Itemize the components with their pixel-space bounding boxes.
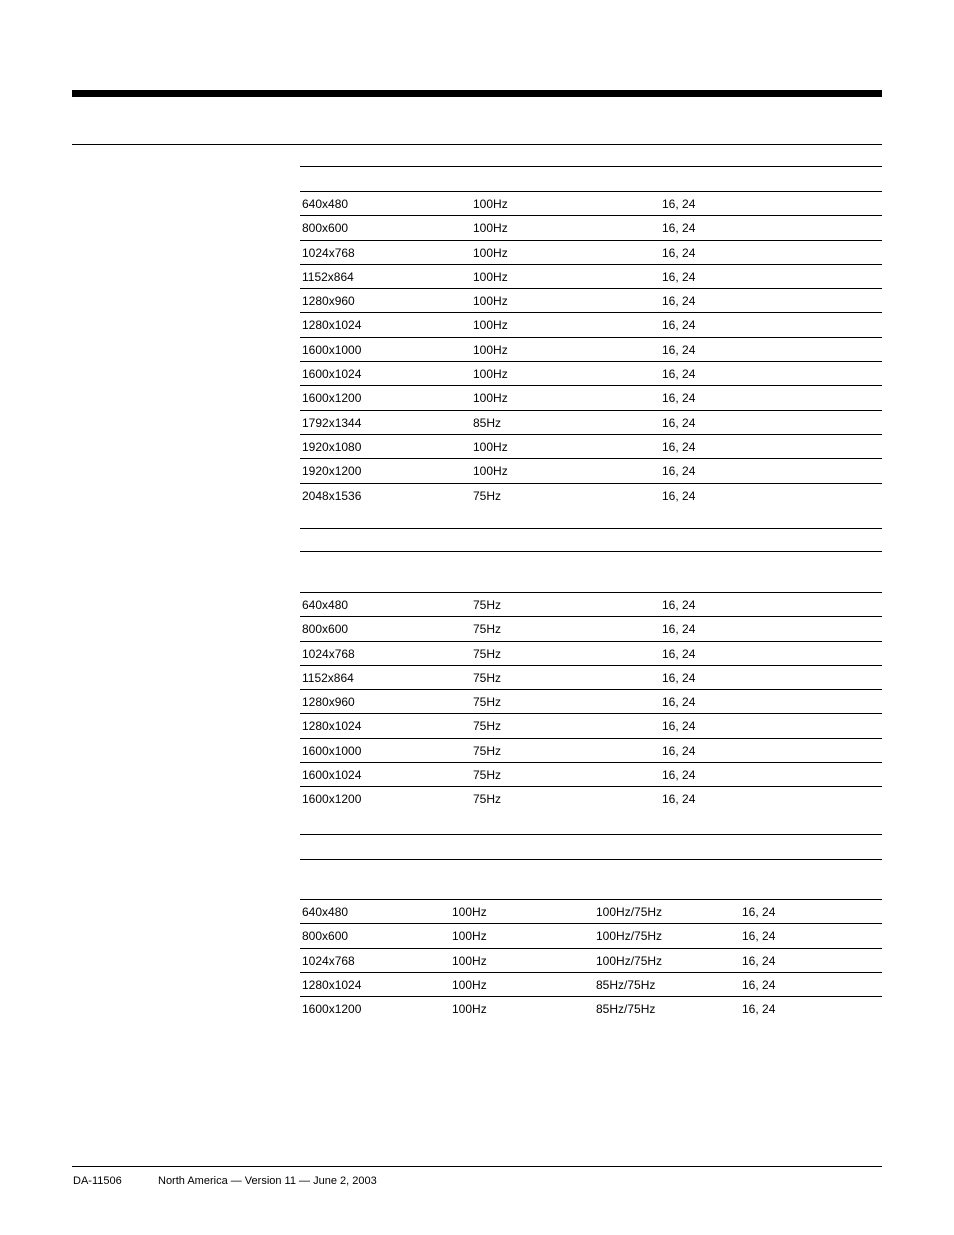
table-cell: 100Hz <box>452 905 487 919</box>
table-row <box>300 666 882 690</box>
table-cell: 16, 24 <box>742 977 776 992</box>
table-cell: 16, 24 <box>662 622 696 637</box>
table-cell: 16, 24 <box>662 768 696 783</box>
table-cell: 16, 24 <box>662 367 696 382</box>
table-row <box>300 192 882 216</box>
table-cell: 16, 24 <box>662 439 696 454</box>
table-cell: 75Hz <box>473 488 502 503</box>
table-row <box>300 484 882 508</box>
table-cell: 16, 24 <box>742 953 776 968</box>
table-row <box>300 338 882 362</box>
table-header <box>300 860 882 899</box>
table-cell: 1600x1024 <box>302 367 362 382</box>
table-cell: 2048x1536 <box>302 488 362 503</box>
table-cell: 1024x768 <box>302 646 355 661</box>
table-cell: 16, 24 <box>662 792 696 807</box>
table-row <box>300 241 882 265</box>
table-cell: 1280x1024 <box>302 719 362 734</box>
table-cell: 100Hz/75Hz <box>596 929 663 944</box>
table-row <box>300 900 882 924</box>
table-row <box>300 362 882 386</box>
table-bottom-rule <box>300 528 882 529</box>
table-cell: 1600x1200 <box>302 792 362 807</box>
table-row <box>300 459 882 483</box>
table-row <box>300 216 882 240</box>
table-row <box>300 411 882 435</box>
table-cell: 16, 24 <box>662 294 696 309</box>
table-cell: 1600x1200 <box>302 391 362 406</box>
table-cell: 16, 24 <box>662 197 696 211</box>
table-cell: 16, 24 <box>662 743 696 758</box>
table-cell: 100Hz <box>473 367 508 382</box>
table-row <box>300 289 882 313</box>
table-row <box>300 763 882 787</box>
footer-rule <box>72 1166 882 1167</box>
table-cell: 1792x1344 <box>302 415 362 430</box>
table-row <box>300 739 882 763</box>
table-row <box>300 997 882 1021</box>
table-cell: 75Hz <box>473 670 502 685</box>
table-cell: 16, 24 <box>662 318 696 333</box>
table-cell: 75Hz <box>473 622 502 637</box>
table-cell: 100Hz <box>473 439 508 454</box>
table-cell: 1600x1200 <box>302 1002 362 1017</box>
table-cell: 100Hz <box>473 391 508 406</box>
table-cell: 16, 24 <box>662 646 696 661</box>
table-bottom-rule <box>300 834 882 835</box>
table-cell: 640x480 <box>302 598 349 612</box>
header-rule <box>72 144 882 145</box>
refresh-table-1 <box>300 166 882 529</box>
table-row <box>300 265 882 289</box>
refresh-table-2 <box>300 551 882 835</box>
table-cell: 100Hz/75Hz <box>596 905 663 919</box>
table-cell: 100Hz <box>473 318 508 333</box>
table-row <box>300 642 882 666</box>
table-body <box>300 900 882 1021</box>
table-cell: 1280x960 <box>302 294 355 309</box>
table-cell: 100Hz <box>473 269 508 284</box>
table-cell: 1600x1000 <box>302 342 362 357</box>
refresh-table-3 <box>300 859 882 1021</box>
table-cell: 1152x864 <box>302 670 354 685</box>
table-row <box>300 593 882 617</box>
table-row <box>300 386 882 410</box>
table-cell: 1920x1080 <box>302 439 362 454</box>
table-cell: 100Hz <box>473 221 508 236</box>
table-cell: 100Hz <box>452 929 487 944</box>
table-cell: 16, 24 <box>662 269 696 284</box>
table-row <box>300 787 882 811</box>
table-cell: 100Hz <box>473 464 508 479</box>
table-cell: 75Hz <box>473 768 502 783</box>
table-cell: 16, 24 <box>662 695 696 710</box>
table-cell: 16, 24 <box>662 598 696 612</box>
table-cell: 75Hz <box>473 646 502 661</box>
table-row <box>300 924 882 948</box>
table-cell: 16, 24 <box>742 929 776 944</box>
table-cell: 1600x1024 <box>302 768 362 783</box>
table-cell: 800x600 <box>302 622 349 637</box>
table-header <box>300 552 882 592</box>
table-cell: 85Hz/75Hz <box>596 977 656 992</box>
table-cell: 100Hz <box>473 294 508 309</box>
table-cell: 16, 24 <box>662 342 696 357</box>
edition-info: North America — Version 11 — June 2, 2003 <box>158 1175 377 1187</box>
document-id: DA-11506 <box>73 1175 122 1187</box>
table-row <box>300 949 882 973</box>
table-row <box>300 714 882 738</box>
table-cell: 100Hz/75Hz <box>596 953 663 968</box>
table-cell: 16, 24 <box>662 245 696 260</box>
table-cell: 16, 24 <box>662 670 696 685</box>
table-body <box>300 593 882 812</box>
table-row <box>300 690 882 714</box>
table-cell: 75Hz <box>473 743 502 758</box>
table-cell: 1920x1200 <box>302 464 362 479</box>
table-cell: 16, 24 <box>662 488 696 503</box>
table-cell: 800x600 <box>302 929 349 944</box>
table-cell: 1280x960 <box>302 695 355 710</box>
table-row <box>300 617 882 641</box>
table-cell: 16, 24 <box>742 905 776 919</box>
table-cell: 75Hz <box>473 598 502 612</box>
table-cell: 16, 24 <box>662 415 696 430</box>
table-cell: 75Hz <box>473 719 502 734</box>
table-cell: 640x480 <box>302 197 349 211</box>
table-cell: 16, 24 <box>742 1002 776 1017</box>
table-body <box>300 192 882 508</box>
table-cell: 800x600 <box>302 221 349 236</box>
table-cell: 16, 24 <box>662 464 696 479</box>
table-cell: 1600x1000 <box>302 743 362 758</box>
table-cell: 75Hz <box>473 792 502 807</box>
table-cell: 16, 24 <box>662 719 696 734</box>
table-cell: 100Hz <box>452 977 487 992</box>
table-cell: 75Hz <box>473 695 502 710</box>
table-cell: 16, 24 <box>662 221 696 236</box>
table-cell: 1024x768 <box>302 245 355 260</box>
table-cell: 100Hz <box>473 342 508 357</box>
header-bar <box>72 90 882 97</box>
table-row <box>300 313 882 337</box>
table-row <box>300 435 882 459</box>
table-cell: 100Hz <box>473 245 508 260</box>
table-cell: 85Hz/75Hz <box>596 1002 656 1017</box>
table-cell: 85Hz <box>473 415 502 430</box>
table-row <box>300 973 882 997</box>
table-cell: 100Hz <box>473 197 508 211</box>
table-cell: 16, 24 <box>662 391 696 406</box>
table-header <box>300 167 882 191</box>
table-cell: 100Hz <box>452 953 487 968</box>
table-cell: 1280x1024 <box>302 977 362 992</box>
table-cell: 1024x768 <box>302 953 355 968</box>
table-cell: 640x480 <box>302 905 349 919</box>
table-cell: 1152x864 <box>302 269 354 284</box>
table-cell: 100Hz <box>452 1002 487 1017</box>
table-cell: 1280x1024 <box>302 318 362 333</box>
